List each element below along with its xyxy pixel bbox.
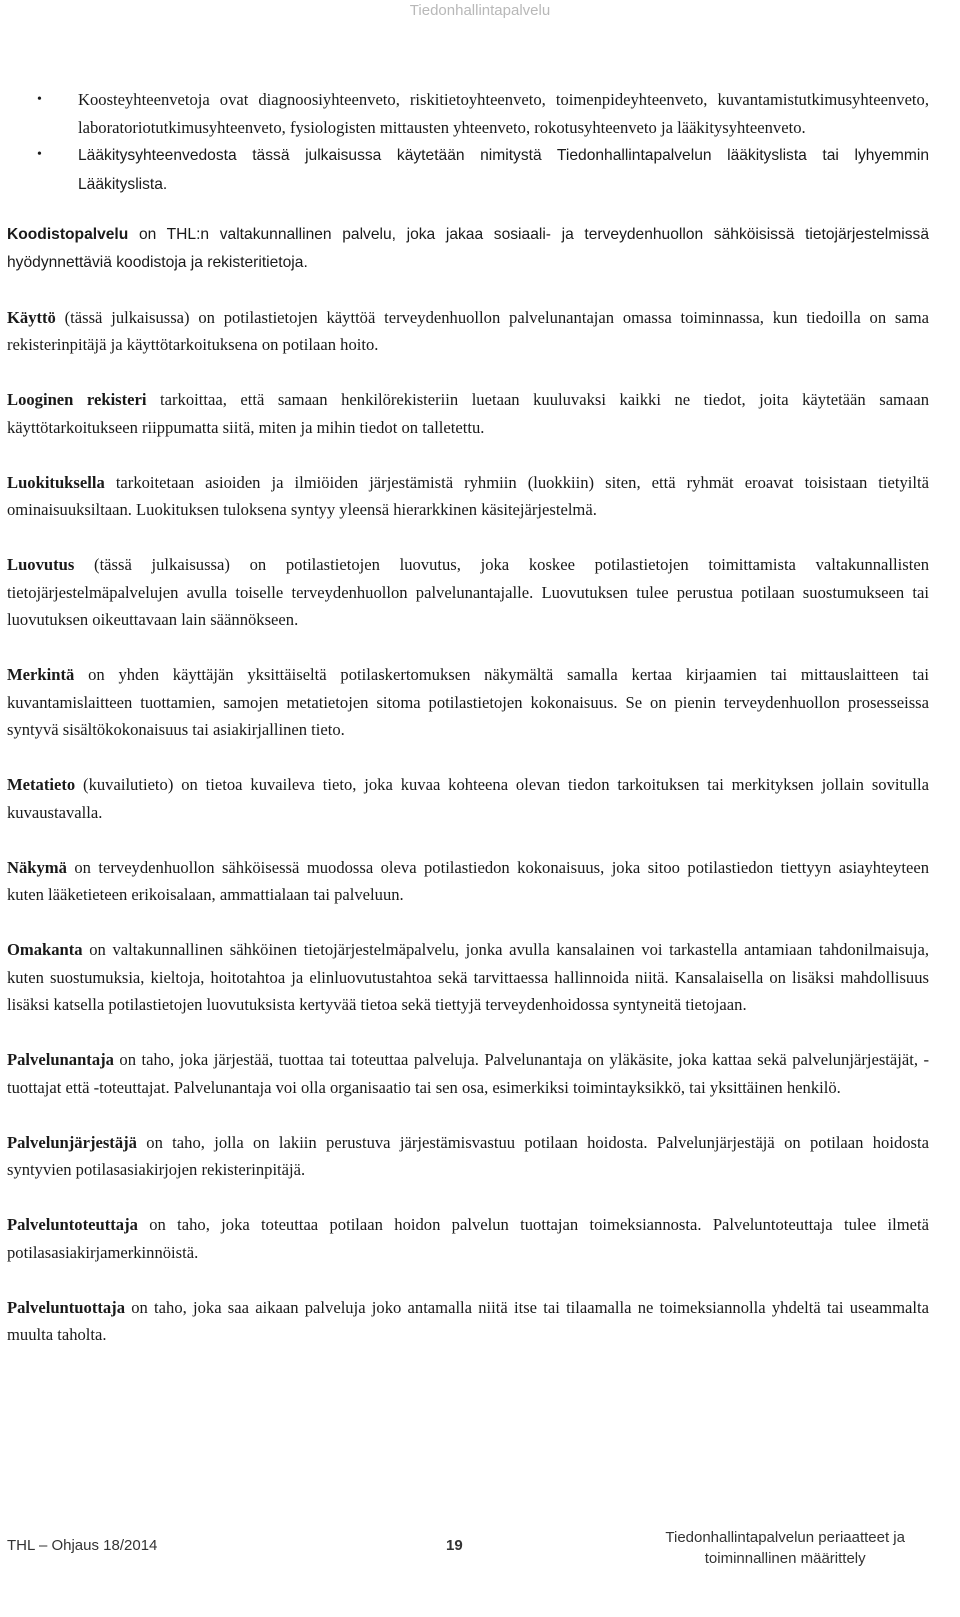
glossary-definition: tarkoittaa, että samaan henkilörekisteriin luetaan kuuluvaksi kaikki ne tiedot, joita käytetään samaan käyttötarkoitukseen riippumatta siitä, miten ja mihin tiedot on talletettu. bbox=[7, 390, 929, 437]
glossary-term: Merkintä bbox=[7, 665, 75, 684]
glossary-definition: on yhden käyttäjän yksittäiseltä potilaskertomuksen näkymältä samalla kertaa kirjaamien tai mittauslaitteen tai kuvantamislaitteen tuottamien, samojen metatietojen sitoma potilastietojen kokonaisuus. Se on pienin terveydenhuollon prosesseissa syntyvä sisältökokonaisuus tai asiakirjallinen tieto. bbox=[7, 665, 929, 739]
glossary-term: Looginen rekisteri bbox=[7, 390, 147, 409]
glossary-definition: on taho, joka toteuttaa potilaan hoidon palvelun tuottajan toimeksiannosta. Palveluntoteuttaja tulee ilmetä potilasasiakirjamerkinnöistä. bbox=[7, 1215, 929, 1262]
glossary-entry bbox=[7, 386, 929, 441]
glossary-term: Palvelunantaja bbox=[7, 1050, 114, 1069]
glossary-entry bbox=[7, 1046, 929, 1101]
glossary-term: Koodistopalvelu bbox=[7, 226, 129, 243]
list-item bbox=[7, 141, 929, 198]
bullet-text: Lääkitysyhteenvedosta tässä julkaisussa käytetään nimitystä Tiedonhallintapalvelun lääkityslista tai lyhyemmin Lääkityslista. bbox=[78, 147, 929, 193]
running-header: Tiedonhallintapalvelu bbox=[409, 2, 551, 19]
glossary-definition: (tässä julkaisussa) on potilastietojen luovutus, joka koskee potilastietojen toimittamista valtakunnallisten tietojärjestelmäpalvelujen avulla toiselle terveydenhuollon palvelunantajalle. Luovutuksen tulee perustua potilaan suostumukseen tai luovutuksen oikeuttavaan lain säännökseen. bbox=[7, 555, 929, 629]
glossary-term: Luovutus bbox=[7, 555, 75, 574]
glossary-term: Palveluntuottaja bbox=[7, 1297, 125, 1317]
glossary-entry bbox=[7, 1211, 929, 1266]
glossary-definition: on taho, jolla on lakiin perustuva järjestämisvastuu potilaan hoidosta. Palvelunjärjestäjä on potilaan hoidosta syntyvien potilasasiakirjojen rekisterinpitäjä. bbox=[7, 1132, 929, 1179]
glossary-definition: (kuvailutieto) on tietoa kuvaileva tieto, joka kuvaa kohteena olevan tiedon tarkoituksen tai merkityksen jollain sovitulla kuvaustavalla. bbox=[7, 775, 929, 822]
glossary-entry bbox=[7, 1294, 929, 1349]
glossary-definition: tarkoitetaan asioiden ja ilmiöiden järjestämistä ryhmiin (luokkiin) siten, että ryhmät eroavat toisistaan tietyiltä ominaisuuksiltaan. Luokituksen tuloksena syntyy yleensä hierarkkinen käsitejärjestelmä. bbox=[7, 472, 929, 519]
glossary-term: Näkymä bbox=[7, 857, 67, 877]
glossary-definition: on taho, joka saa aikaan palveluja joko antamalla niitä itse tai tilaamalla ne toimeksiannolla yhdeltä tai useammalta muulta taholta. bbox=[7, 1297, 929, 1344]
glossary-term: Omakanta bbox=[7, 940, 83, 959]
glossary-entry bbox=[7, 771, 929, 826]
glossary-definition: on taho, joka järjestää, tuottaa tai toteuttaa palveluja. Palvelunantaja on yläkäsite, joka kattaa sekä palvelunjärjestäjät, -tuottajat että -toteuttajat. Palvelunantaja voi olla organisaatio tai sen osa, esimerkiksi toimintayksikkö, tai yksittäinen henkilö. bbox=[7, 1050, 929, 1097]
publication-title bbox=[665, 1527, 905, 1569]
glossary-definition: on valtakunnallinen sähköinen tietojärjestelmäpalvelu, jonka avulla kansalainen voi tarkastella antamiaan tahdonilmaisuja, kuten suostumuksia, kieltoja, hoitotahtoa ja elinluovutustahtoa sekä tarvittaessa hallinnoida niitä. Kansalaisella on lisäksi mahdollisuus lisäksi katsella potilastietojen luovutuksista kertyvää tietoa sekä tiettyjä terveydenhoidossa syntyneitä tietojaan. bbox=[7, 940, 929, 1014]
glossary-entry bbox=[7, 469, 929, 524]
bullet-list bbox=[7, 86, 929, 198]
glossary-definition: on THL:n valtakunnallinen palvelu, joka jakaa sosiaali- ja terveydenhuollon sähköisissä tietojärjestelmissä hyödynnettäviä koodistoja ja rekisteritietoja. bbox=[7, 226, 929, 271]
publication-title-line: toiminnallinen määrittely bbox=[704, 1550, 866, 1567]
glossary-entry bbox=[7, 551, 929, 634]
glossary-definition: (tässä julkaisussa) on potilastietojen käyttöä terveydenhuollon palvelunantajan omassa toiminnassa, kun tiedoilla on sama rekisterinpitäjä ja käyttötarkoituksena on potilaan hoito. bbox=[7, 307, 929, 354]
glossary-definition: on terveydenhuollon sähköisessä muodossa oleva potilastiedon kokonaisuus, joka sitoo potilastiedon tiettyyn asiayhteyteen kuten lääketieteen erikoisalaan, ammattialaan tai palveluun. bbox=[7, 857, 929, 904]
page-number: 19 bbox=[446, 1537, 463, 1554]
bullet-icon: • bbox=[37, 92, 42, 107]
glossary-term: Palveluntoteuttaja bbox=[7, 1215, 138, 1234]
page-body bbox=[7, 86, 929, 1376]
bullet-text: Koosteyhteenvetoja ovat diagnoosiyhteenveto, riskitietoyhteenveto, toimenpideyhteenveto, kuvantamistutkimusyhteenveto, laboratoriotutkimusyhteenveto, fysiologisten mittausten yhteenveto, rokotusyhteenveto ja lääkitysyhteenveto. bbox=[78, 90, 929, 137]
glossary-entry bbox=[7, 221, 929, 276]
glossary-list bbox=[7, 221, 929, 1349]
page-footer bbox=[0, 1529, 960, 1617]
glossary-entry bbox=[7, 854, 929, 909]
publication-id: THL – Ohjaus 18/2014 bbox=[7, 1537, 158, 1554]
list-item bbox=[7, 86, 929, 141]
glossary-term: Luokituksella bbox=[7, 472, 105, 492]
glossary-term: Palvelunjärjestäjä bbox=[7, 1132, 137, 1152]
glossary-entry bbox=[7, 1129, 929, 1184]
glossary-term: Metatieto bbox=[7, 775, 76, 794]
glossary-term: Käyttö bbox=[7, 307, 56, 327]
glossary-entry bbox=[7, 936, 929, 1019]
glossary-entry bbox=[7, 661, 929, 744]
glossary-entry bbox=[7, 304, 929, 359]
bullet-icon: • bbox=[37, 147, 42, 162]
publication-title-line: Tiedonhallintapalvelun periaatteet ja bbox=[665, 1529, 905, 1546]
